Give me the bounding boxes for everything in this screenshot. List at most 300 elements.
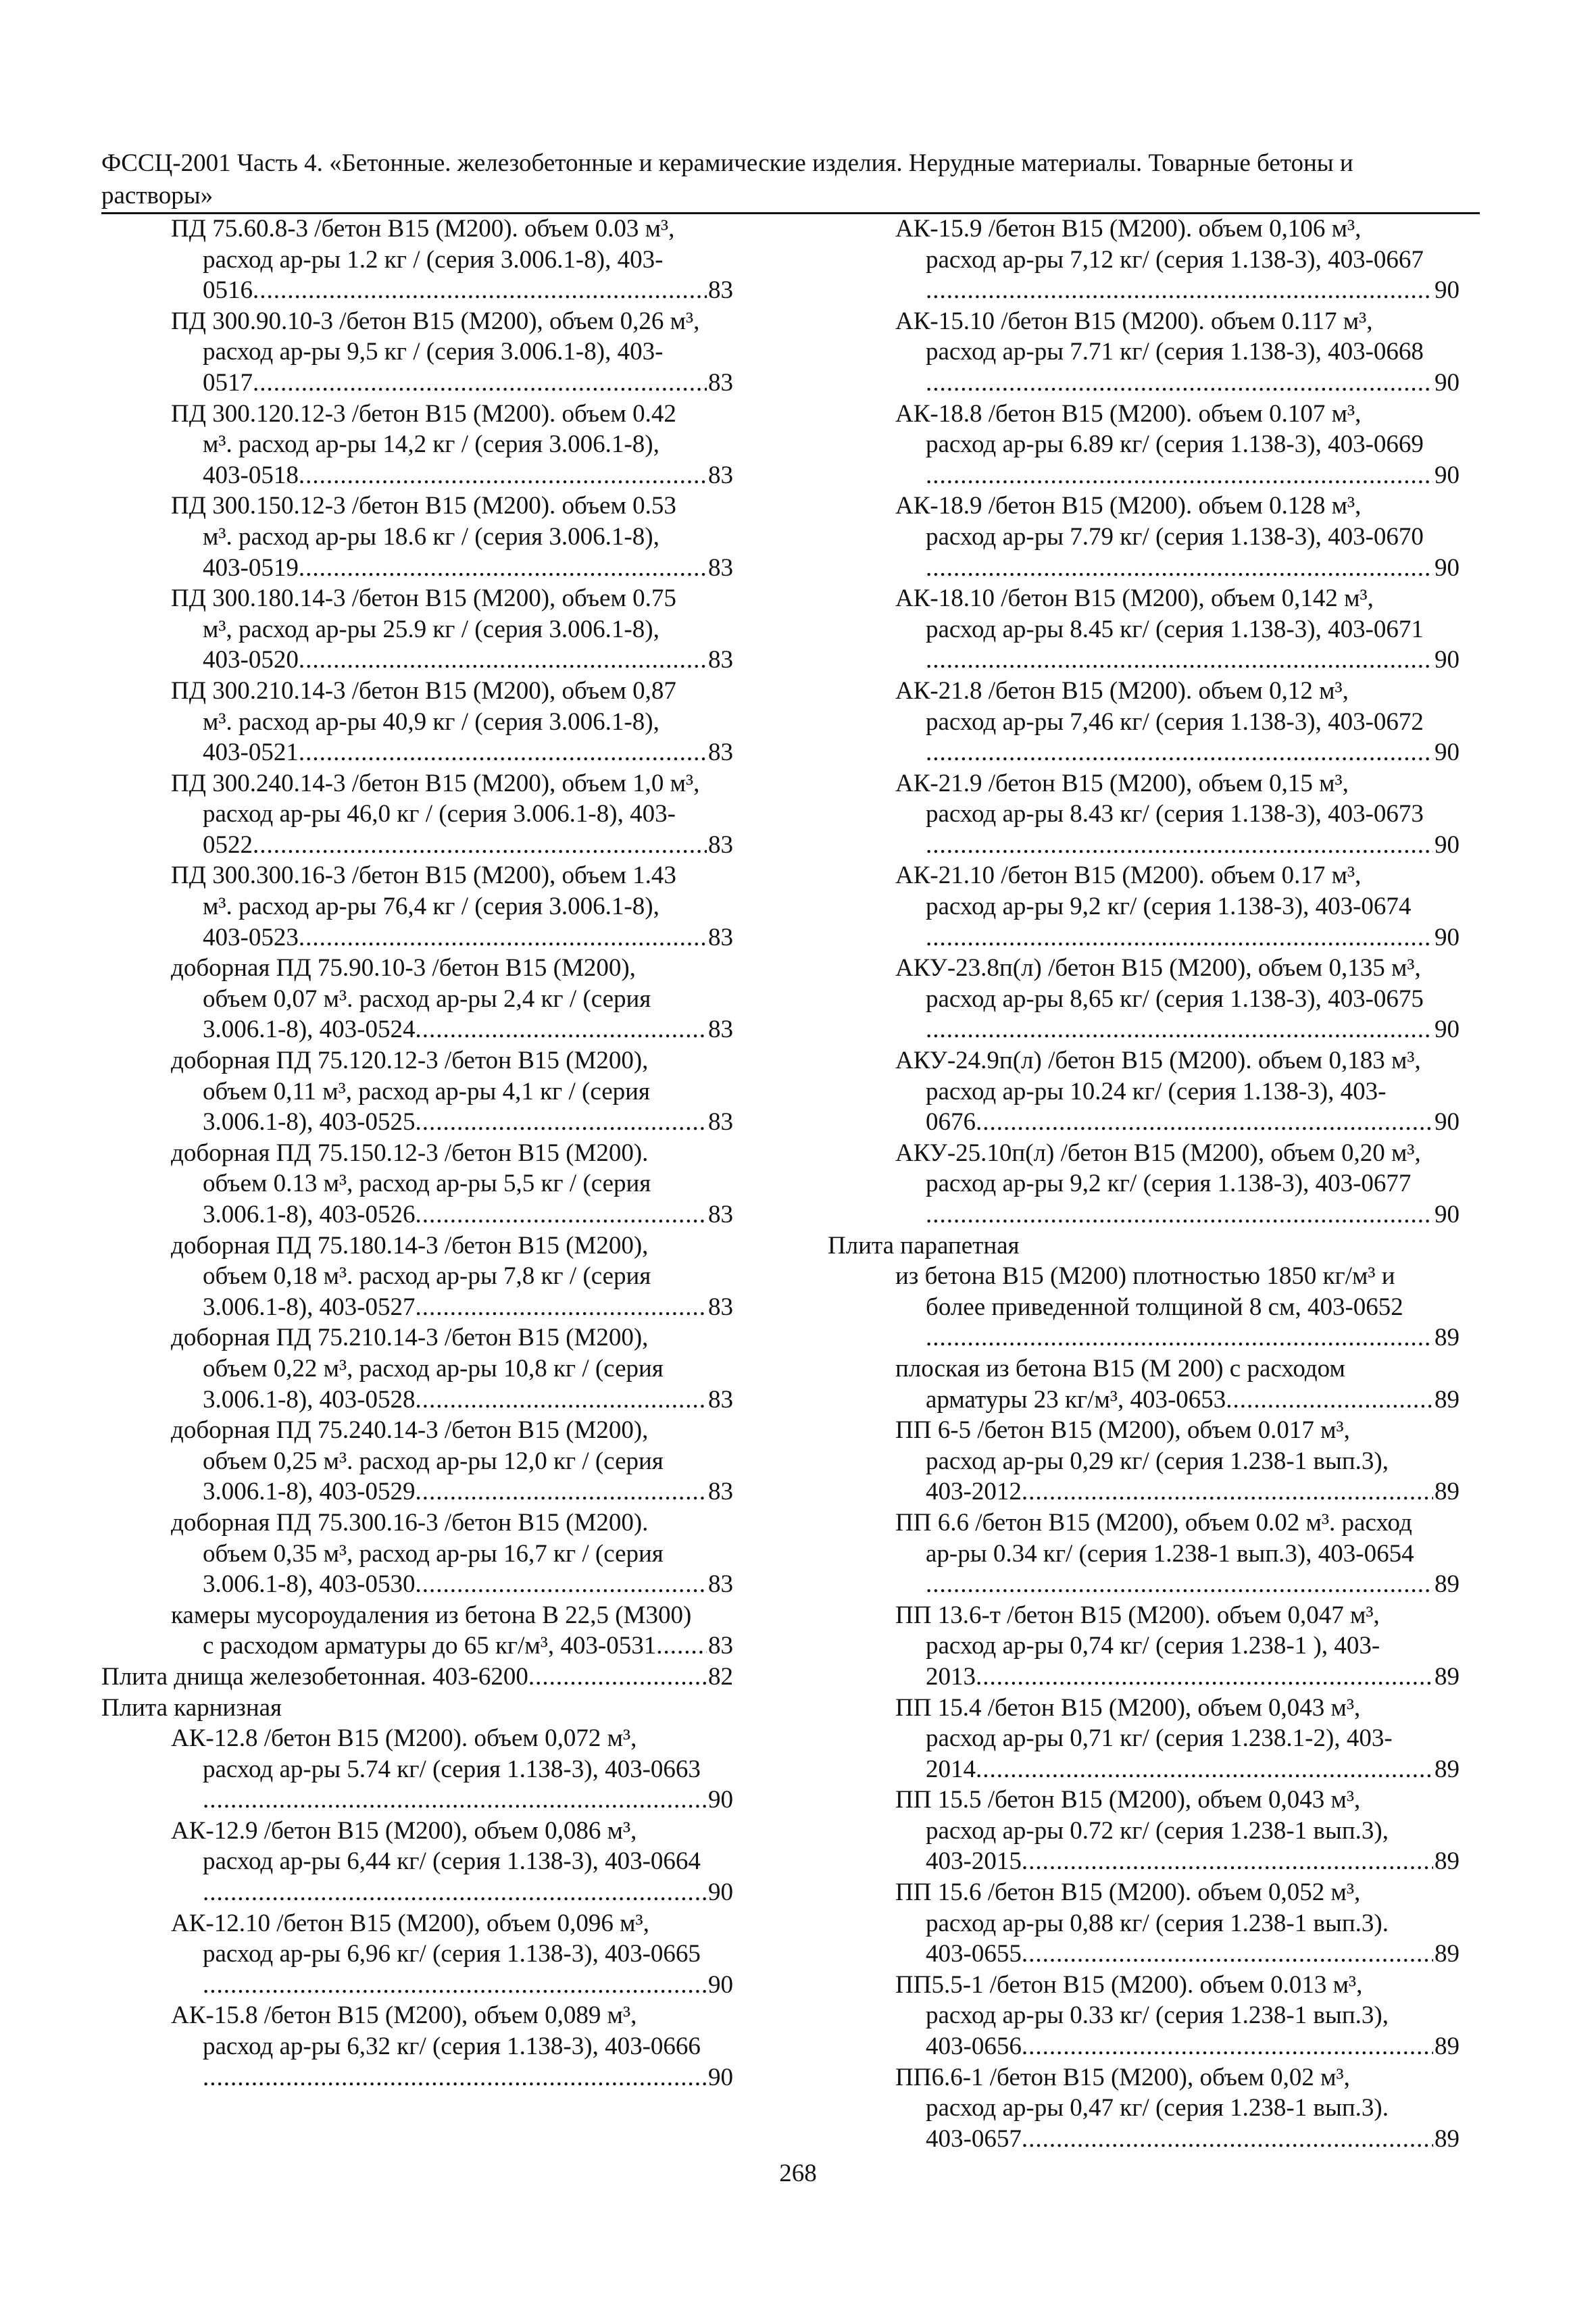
- index-entry-line: [828, 737, 1460, 768]
- index-heading: [828, 1230, 1460, 1262]
- index-entry-text: расход ар-ры 46,0 кг / (серия 3.006.1-8), 403-: [203, 800, 676, 828]
- dot-leader: [203, 1970, 707, 2001]
- dot-leader: [1022, 2031, 1433, 2062]
- index-entry-line: [101, 1939, 733, 1970]
- dot-leader: [656, 1631, 707, 1662]
- index-entry-text: м³, расход ар-ры 25.9 кг / (серия 3.006.1-8),: [203, 615, 659, 643]
- page-reference: 89: [1435, 1324, 1460, 1352]
- dot-leader: [203, 1785, 707, 1816]
- index-entry-text: доборная ПД 75.210.14-3 /бетон B15 (M200),: [171, 1324, 649, 1352]
- dot-leader: [926, 1322, 1433, 1353]
- index-entry-text: 403-0518: [203, 461, 299, 489]
- page-reference: 89: [1435, 1940, 1460, 1968]
- page-reference: 83: [708, 368, 733, 397]
- index-entry: [101, 1600, 733, 1662]
- index-entry-text: АКУ-23.8п(л) /бетон B15 (M200), объем 0,135 м³,: [895, 954, 1421, 982]
- index-entry-text: ПД 300.120.12-3 /бетон B15 (M200). объем 0.42: [171, 399, 676, 428]
- index-entry-line: [101, 1970, 733, 2001]
- index-entry-line: [828, 460, 1460, 491]
- page-reference: 89: [1435, 2124, 1460, 2153]
- page-reference: 90: [1435, 1201, 1460, 1228]
- page-reference: 83: [708, 461, 733, 489]
- index-heading: [101, 1693, 733, 1724]
- index-entry: [828, 1785, 1460, 1877]
- index-entry-text: 403-0523: [203, 923, 299, 951]
- index-entry-text: АК-12.9 /бетон B15 (M200), объем 0,086 м³,: [171, 1816, 637, 1845]
- index-entry: [828, 491, 1460, 583]
- page-reference: 83: [708, 1632, 733, 1660]
- index-entry-text: расход ар-ры 6,96 кг/ (серия 1.138-3), 403-0665: [203, 1940, 701, 1968]
- index-column-left: [101, 214, 733, 2093]
- index-entry: [101, 860, 733, 953]
- index-entry-line: [101, 2062, 733, 2093]
- index-entry-line: [828, 1970, 1460, 2001]
- index-entry-line: [101, 891, 733, 922]
- index-entry-line: [828, 2031, 1460, 2062]
- index-entry-line: [101, 460, 733, 491]
- index-entry-line: [828, 1322, 1460, 1353]
- index-entry-text: м³. расход ар-ры 14,2 кг / (серия 3.006.1-8),: [203, 430, 659, 459]
- index-entry: [828, 1693, 1460, 1785]
- index-entry-text: расход ар-ры 7,12 кг/ (серия 1.138-3), 403-0667: [926, 245, 1424, 274]
- index-entry-line: [828, 1353, 1460, 1385]
- index-entry-line: [828, 2093, 1460, 2124]
- index-entry-text: объем 0,25 м³. расход ар-ры 12,0 кг / (серия: [203, 1447, 664, 1475]
- dot-leader: [926, 368, 1433, 399]
- index-entry-text: АКУ-25.10п(л) /бетон B15 (M200), объем 0,20 м³,: [895, 1139, 1421, 1167]
- index-entry-line: [828, 337, 1460, 368]
- dot-leader: [926, 1569, 1433, 1600]
- index-entry-line: [828, 645, 1460, 676]
- index-entry-line: [101, 1138, 733, 1169]
- index-entry-line: [828, 707, 1460, 738]
- index-entry-text: ПД 300.180.14-3 /бетон B15 (M200), объем 0.75: [171, 584, 676, 613]
- page-reference: 83: [708, 1108, 733, 1137]
- index-entry: [101, 1415, 733, 1508]
- index-entry-text: доборная ПД 75.150.12-3 /бетон B15 (M200).: [171, 1139, 649, 1167]
- index-entry-text: расход ар-ры 5.74 кг/ (серия 1.138-3), 403-0663: [203, 1755, 701, 1783]
- index-entry: [101, 953, 733, 1045]
- index-entry-line: [101, 553, 733, 584]
- index-entry-line: [828, 1754, 1460, 1785]
- index-entry-line: [828, 306, 1460, 337]
- page-reference: 89: [1435, 1478, 1460, 1506]
- dot-leader: [415, 1107, 707, 1138]
- page-reference: 83: [708, 646, 733, 674]
- index-entry-line: [828, 1168, 1460, 1199]
- page-reference: 89: [1435, 1570, 1460, 1599]
- index-entry-line: [101, 1476, 733, 1508]
- index-entry-line: [101, 1785, 733, 1816]
- index-entry-line: [101, 1508, 733, 1539]
- index-entry-line: [828, 1476, 1460, 1508]
- index-entry-line: [828, 2124, 1460, 2155]
- index-entry: [828, 768, 1460, 861]
- index-entry-text: АК-21.9 /бетон B15 (M200), объем 0,15 м³,: [895, 769, 1349, 797]
- index-entry-line: [828, 614, 1460, 645]
- dot-leader: [1022, 1846, 1433, 1877]
- index-entry-text: расход ар-ры 6,32 кг/ (серия 1.138-3), 403-0666: [203, 2033, 701, 2061]
- index-entry-text: м³. расход ар-ры 18.6 кг / (серия 3.006.1-8),: [203, 522, 659, 551]
- dot-leader: [253, 368, 707, 399]
- index-entry-text: ПД 300.210.14-3 /бетон B15 (M200), объем 0,87: [171, 676, 676, 705]
- index-entry-text: расход ар-ры 9,5 кг / (серия 3.006.1-8), 403-: [203, 338, 664, 366]
- index-entry-line: [828, 245, 1460, 276]
- index-entry-line: [101, 830, 733, 861]
- index-entry-text: ПП 13.6-т /бетон B15 (M200). объем 0,047 м³,: [895, 1601, 1380, 1629]
- index-entry-text: расход ар-ры 0.33 кг/ (серия 1.238-1 вып.3),: [926, 2001, 1389, 2030]
- index-entry-text: ПП 15.6 /бетон B15 (M200). объем 0,052 м³,: [895, 1878, 1361, 1907]
- page-number: 268: [779, 2160, 817, 2187]
- index-entry-text: 3.006.1-8), 403-0526: [203, 1201, 416, 1228]
- index-entry-line: [101, 707, 733, 738]
- index-entry-text: доборная ПД 75.90.10-3 /бетон B15 (M200),: [171, 954, 636, 982]
- index-entry-line: [101, 676, 733, 707]
- page-reference: 90: [1435, 1108, 1460, 1137]
- dot-leader: [1022, 1476, 1433, 1508]
- index-entry: [101, 1138, 733, 1230]
- index-entry: [828, 1508, 1460, 1600]
- index-entry-line: [101, 245, 733, 276]
- page-reference: 83: [708, 276, 733, 305]
- index-heading-text: Плита парапетная: [828, 1231, 1020, 1260]
- page-reference: 89: [1435, 1662, 1460, 1691]
- index-entry-line: [101, 1014, 733, 1045]
- index-entry: [101, 399, 733, 491]
- index-entry: [101, 214, 733, 306]
- index-entry-line: [101, 399, 733, 430]
- index-entry-line: [101, 1846, 733, 1877]
- index-entry: [101, 1723, 733, 1816]
- page-reference: 90: [708, 1786, 733, 1814]
- dot-leader: [415, 1569, 707, 1600]
- page-reference: 83: [708, 1570, 733, 1599]
- index-entry: [828, 1877, 1460, 1970]
- index-entry-line: [101, 214, 733, 245]
- dot-leader: [253, 830, 707, 861]
- index-entry-line: [828, 1539, 1460, 1570]
- index-entry: [828, 1970, 1460, 2062]
- index-entry: [828, 1261, 1460, 1353]
- page-reference: 90: [708, 1970, 733, 1999]
- index-entry-line: [101, 306, 733, 337]
- dot-leader: [926, 737, 1433, 768]
- index-entry-line: [101, 614, 733, 645]
- index-entry-text: расход ар-ры 0,71 кг/ (серия 1.238.1-2), 403-: [926, 1724, 1393, 1753]
- index-entry-text: объем 0,11 м³, расход ар-ры 4,1 кг / (серия: [203, 1077, 650, 1105]
- index-entry-text: 0516: [203, 276, 253, 305]
- index-entry-text: 403-0519: [203, 553, 299, 582]
- index-entry-text: АКУ-24.9п(л) /бетон B15 (M200). объем 0,183 м³,: [895, 1047, 1421, 1075]
- index-entry-line: [828, 1199, 1460, 1230]
- index-entry-text: расход ар-ры 0.72 кг/ (серия 1.238-1 вып.3),: [926, 1816, 1389, 1845]
- index-entry-text: расход ар-ры 6,44 кг/ (серия 1.138-3), 403-0664: [203, 1847, 701, 1876]
- index-heading-line: [101, 1662, 733, 1693]
- index-entry-text: из бетона B15 (M200) плотностью 1850 кг/м³ и: [895, 1262, 1395, 1291]
- page-reference: 83: [708, 553, 733, 582]
- dot-leader: [926, 830, 1433, 861]
- index-entry: [828, 676, 1460, 768]
- index-entry-text: АК-12.8 /бетон B15 (M200). объем 0,072 м³,: [171, 1724, 637, 1753]
- index-entry-line: [101, 953, 733, 984]
- index-entry-text: расход ар-ры 7,46 кг/ (серия 1.138-3), 403-0672: [926, 707, 1424, 736]
- dot-leader: [926, 1014, 1433, 1045]
- index-entry-text: расход ар-ры 0,88 кг/ (серия 1.238-1 вып.3).: [926, 1909, 1389, 1937]
- index-entry-line: [101, 1385, 733, 1416]
- dot-leader: [415, 1292, 707, 1323]
- index-entry-line: [828, 1261, 1460, 1292]
- dot-leader: [415, 1385, 707, 1416]
- dot-leader: [528, 1662, 707, 1693]
- dot-leader: [299, 645, 707, 676]
- dot-leader: [415, 1014, 707, 1045]
- index-entry-text: расход ар-ры 7.71 кг/ (серия 1.138-3), 403-0668: [926, 338, 1424, 366]
- index-entry: [101, 1322, 733, 1415]
- index-entry: [828, 1353, 1460, 1415]
- index-entry-line: [828, 1569, 1460, 1600]
- index-entry-text: 0517: [203, 368, 253, 397]
- running-header-line-2: растворы»: [101, 182, 214, 209]
- index-entry-line: [101, 860, 733, 891]
- index-entry: [101, 2000, 733, 2093]
- index-entry-line: [101, 1446, 733, 1477]
- index-entry-line: [101, 1292, 733, 1323]
- index-entry-text: объем 0,18 м³. расход ар-ры 7,8 кг / (серия: [203, 1262, 651, 1291]
- index-entry-line: [101, 429, 733, 460]
- index-entry-line: [101, 1877, 733, 1908]
- dot-leader: [253, 275, 707, 306]
- index-entry-line: [828, 1816, 1460, 1847]
- index-entry-text: ПП5.5-1 /бетон B15 (M200). объем 0.013 м³,: [895, 1970, 1363, 1999]
- dot-leader: [926, 553, 1433, 584]
- index-entry-text: 3.006.1-8), 403-0527: [203, 1293, 416, 1321]
- index-entry-text: 0522: [203, 830, 253, 859]
- dot-leader: [926, 275, 1433, 306]
- page-reference: 90: [1435, 923, 1460, 951]
- dot-leader: [203, 1877, 707, 1908]
- index-entry-text: АК-18.10 /бетон B15 (M200), объем 0,142 м³,: [895, 584, 1374, 613]
- dot-leader: [203, 2062, 707, 2093]
- page-reference: 89: [1435, 2033, 1460, 2061]
- index-entry: [101, 491, 733, 583]
- index-entry-line: [828, 953, 1460, 984]
- index-entry-text: 403-2015: [926, 1847, 1022, 1876]
- dot-leader: [1022, 1939, 1433, 1970]
- index-entry-line: [101, 1415, 733, 1446]
- index-entry-line: [101, 522, 733, 553]
- dot-leader: [1022, 2124, 1433, 2155]
- index-entry-line: [828, 1508, 1460, 1539]
- index-entry-text: с расходом арматуры до 65 кг/м³, 403-0531: [203, 1632, 657, 1660]
- index-entry-line: [828, 2000, 1460, 2031]
- index-entry: [828, 306, 1460, 399]
- page-reference: 90: [708, 1878, 733, 1907]
- index-entry-text: доборная ПД 75.120.12-3 /бетон B15 (M200),: [171, 1047, 649, 1075]
- page-reference: 89: [1435, 1755, 1460, 1783]
- index-entry-line: [828, 1107, 1460, 1138]
- index-entry-text: объем 0,07 м³. расход ар-ры 2,4 кг / (серия: [203, 985, 651, 1013]
- dot-leader: [926, 645, 1433, 676]
- index-entry-text: 3.006.1-8), 403-0524: [203, 1016, 416, 1044]
- index-entry-line: [828, 1846, 1460, 1877]
- index-entry-line: [828, 1877, 1460, 1908]
- index-entry-line: [101, 275, 733, 306]
- index-entry-text: АК-15.9 /бетон B15 (M200). объем 0,106 м³,: [895, 215, 1362, 243]
- page-reference: 89: [1435, 1847, 1460, 1876]
- index-entry-text: 2014: [926, 1755, 976, 1783]
- index-entry-text: объем 0.13 м³, расход ар-ры 5,5 кг / (серия: [203, 1170, 651, 1198]
- index-entry-text: АК-15.10 /бетон B15 (M200). объем 0.117 м³,: [895, 307, 1373, 335]
- index-entry-text: расход ар-ры 0,29 кг/ (серия 1.238-1 вып.3),: [926, 1447, 1389, 1475]
- index-entry-line: [101, 583, 733, 614]
- index-entry-text: расход ар-ры 9,2 кг/ (серия 1.138-3), 403-0677: [926, 1170, 1412, 1198]
- index-entry-line: [101, 1107, 733, 1138]
- page-reference: 83: [708, 1016, 733, 1044]
- index-heading-text: Плита карнизная: [101, 1693, 282, 1722]
- index-entry-text: доборная ПД 75.180.14-3 /бетон B15 (M200),: [171, 1231, 649, 1260]
- index-column-right: [828, 214, 1460, 2154]
- index-entry-line: [828, 1014, 1460, 1045]
- index-entry: [828, 1045, 1460, 1138]
- index-entry-line: [828, 984, 1460, 1015]
- index-entry-text: расход ар-ры 7.79 кг/ (серия 1.138-3), 403-0670: [926, 522, 1424, 551]
- index-entry-line: [101, 922, 733, 953]
- index-entry: [828, 860, 1460, 953]
- index-entry-text: 3.006.1-8), 403-0529: [203, 1478, 416, 1506]
- index-entry-text: м³. расход ар-ры 40,9 кг / (серия 3.006.1-8),: [203, 707, 659, 736]
- dot-leader: [976, 1754, 1433, 1785]
- index-entry-text: 2013: [926, 1662, 976, 1691]
- index-entry: [101, 1230, 733, 1323]
- index-entry-text: АК-18.8 /бетон B15 (M200). объем 0.107 м³,: [895, 399, 1362, 428]
- index-entry-line: [101, 1754, 733, 1785]
- index-entry-line: [828, 368, 1460, 399]
- index-entry: [828, 1138, 1460, 1230]
- index-entry-text: 3.006.1-8), 403-0528: [203, 1385, 416, 1414]
- index-entry-text: 403-0656: [926, 2033, 1022, 2061]
- index-entry-line: [101, 337, 733, 368]
- dot-leader: [976, 1107, 1433, 1138]
- page-reference: 90: [1435, 461, 1460, 489]
- index-entry-line: [101, 1816, 733, 1847]
- index-entry-text: расход ар-ры 0,47 кг/ (серия 1.238-1 вып.3).: [926, 2094, 1389, 2122]
- page-reference: 89: [1435, 1385, 1460, 1414]
- index-entry-line: [101, 1353, 733, 1385]
- index-entry-text: ПД 300.90.10-3 /бетон B15 (M200), объем 0,26 м³,: [171, 307, 700, 335]
- page-reference: 90: [1435, 830, 1460, 859]
- index-entry: [828, 1600, 1460, 1693]
- index-entry-text: ПП 15.5 /бетон B15 (M200), объем 0,043 м³,: [895, 1786, 1361, 1814]
- index-entry: [101, 1816, 733, 1908]
- dot-leader: [299, 553, 707, 584]
- index-entry-line: [828, 1785, 1460, 1816]
- index-entry: [101, 583, 733, 676]
- index-entry-text: ПП6.6-1 /бетон B15 (M200), объем 0,02 м³,: [895, 2063, 1350, 2091]
- index-entry-text: расход ар-ры 10.24 кг/ (серия 1.138-3), 403-: [926, 1077, 1387, 1105]
- index-entry-line: [101, 1600, 733, 1631]
- page-reference: 90: [1435, 553, 1460, 582]
- dot-leader: [299, 737, 707, 768]
- index-entry-line: [101, 1076, 733, 1107]
- index-entry-line: [101, 1569, 733, 1600]
- index-entry-line: [828, 1723, 1460, 1754]
- index-entry-text: объем 0,22 м³, расход ар-ры 10,8 кг / (серия: [203, 1354, 664, 1383]
- index-entry-line: [101, 1199, 733, 1230]
- index-entry-line: [828, 275, 1460, 306]
- index-entry-text: арматуры 23 кг/м³, 403-0653: [926, 1385, 1226, 1414]
- index-entry-line: [101, 1539, 733, 1570]
- index-entry-line: [828, 429, 1460, 460]
- page-reference: 90: [1435, 276, 1460, 305]
- index-entry-line: [828, 1415, 1460, 1446]
- dot-leader: [299, 922, 707, 953]
- index-entry-line: [828, 1045, 1460, 1076]
- index-entry-text: 403-0657: [926, 2124, 1022, 2153]
- index-entry-line: [828, 399, 1460, 430]
- index-entry-line: [828, 2062, 1460, 2093]
- index-entry-line: [828, 1292, 1460, 1323]
- index-entry-text: расход ар-ры 6.89 кг/ (серия 1.138-3), 403-0669: [926, 430, 1424, 459]
- index-entry: [828, 1415, 1460, 1508]
- page-reference: 83: [708, 923, 733, 951]
- index-entry: [828, 214, 1460, 306]
- index-entry-line: [101, 1168, 733, 1199]
- index-entry-text: расход ар-ры 8.45 кг/ (серия 1.138-3), 403-0671: [926, 615, 1424, 643]
- dot-leader: [926, 1199, 1433, 1230]
- index-entry-text: расход ар-ры 8,65 кг/ (серия 1.138-3), 403-0675: [926, 985, 1424, 1013]
- index-entry-line: [101, 768, 733, 799]
- index-entry-text: камеры мусороудаления из бетона В 22,5 (М300): [171, 1601, 692, 1629]
- index-entry-line: [828, 830, 1460, 861]
- index-entry-text: плоская из бетона B15 (M 200) с расходом: [895, 1354, 1345, 1383]
- dot-leader: [299, 460, 707, 491]
- index-entry-line: [828, 1662, 1460, 1693]
- index-entry-text: АК-21.10 /бетон B15 (M200). объем 0.17 м³,: [895, 862, 1362, 890]
- index-entry-line: [828, 491, 1460, 522]
- page-reference: 83: [708, 830, 733, 859]
- index-entry-line: [101, 799, 733, 830]
- index-entry: [101, 768, 733, 861]
- index-entry: [101, 1908, 733, 2001]
- index-entry-line: [101, 1261, 733, 1292]
- index-entry-line: [828, 214, 1460, 245]
- dot-leader: [415, 1199, 707, 1230]
- index-entry-text: ПД 300.300.16-3 /бетон B15 (M200), объем 1.43: [171, 862, 676, 890]
- index-entry-line: [828, 799, 1460, 830]
- dot-leader: [926, 460, 1433, 491]
- dot-leader: [976, 1662, 1433, 1693]
- index-entry-line: [828, 1600, 1460, 1631]
- index-heading-line: [101, 1693, 733, 1724]
- index-entry-line: [828, 1076, 1460, 1107]
- index-entry-text: 403-2012: [926, 1478, 1022, 1506]
- index-entry-text: 403-0655: [926, 1940, 1022, 1968]
- index-entry-text: м³. расход ар-ры 76,4 кг / (серия 3.006.1-8),: [203, 893, 659, 921]
- index-entry-line: [101, 737, 733, 768]
- index-entry-text: более приведенной толщиной 8 см, 403-0652: [926, 1293, 1403, 1321]
- page-reference: 83: [708, 1478, 733, 1506]
- index-entry-text: расход ар-ры 0,74 кг/ (серия 1.238-1 ), 403-: [926, 1632, 1380, 1660]
- index-entry-text: расход ар-ры 1.2 кг / (серия 3.006.1-8), 403-: [203, 245, 664, 274]
- index-entry-line: [828, 1385, 1460, 1416]
- page-reference: 83: [708, 1293, 733, 1321]
- index-entry-line: [101, 1322, 733, 1353]
- index-entry-line: [828, 522, 1460, 553]
- index-entry-text: АК-21.8 /бетон B15 (M200). объем 0,12 м³,: [895, 676, 1349, 705]
- index-entry-line: [828, 891, 1460, 922]
- index-entry-line: [828, 860, 1460, 891]
- index-entry-line: [828, 583, 1460, 614]
